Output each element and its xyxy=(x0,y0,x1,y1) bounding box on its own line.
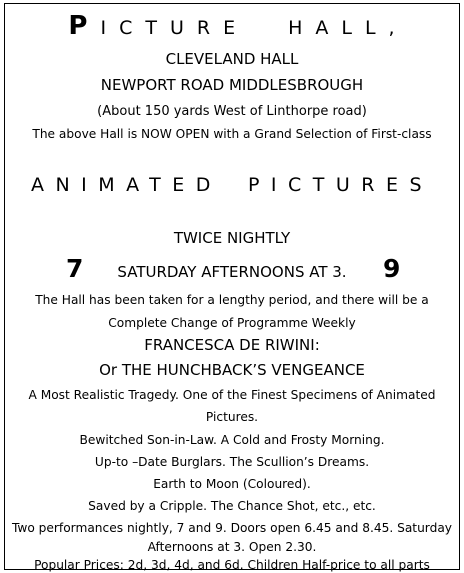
showtime-nine: 9 xyxy=(383,254,401,283)
poster-title xyxy=(5,13,464,39)
feature-description-1: A Most Realistic Tragedy. One of the Finest Specimens of Animated xyxy=(28,388,436,402)
showtime-seven: 7 xyxy=(66,254,84,283)
title-word-picture-rest: ICTURE xyxy=(100,17,249,39)
twice-nightly: TWICE NIGHTLY xyxy=(173,229,291,247)
lease-line-1: The Hall has been taken for a lengthy period, and there will be a xyxy=(35,293,429,307)
programme-line-2: Up-to –Date Burglars. The Scullion’s Dreams. xyxy=(94,455,370,469)
programme-line-1: Bewitched Son-in-Law. A Cold and Frosty Morning. xyxy=(79,433,385,447)
programme-line-3: Earth to Moon (Coloured). xyxy=(153,477,311,491)
feature-title: FRANCESCA DE RIWINI: xyxy=(144,336,320,354)
programme-line-4: Saved by a Cripple. The Chance Shot, etc., etc. xyxy=(88,499,376,513)
poster xyxy=(4,3,460,570)
location-note: (About 150 yards West of Linthorpe road) xyxy=(97,104,367,119)
performances-line-2: Afternoons at 3. Open 2.30. xyxy=(147,540,317,554)
pictures-word: PICTURES xyxy=(247,174,434,196)
prices-line: Popular Prices: 2d, 3d, 4d, and 6d. Children Half-price to all parts xyxy=(34,558,430,572)
showtimes-row xyxy=(5,256,459,286)
performances-line-1: Two performances nightly, 7 and 9. Doors open 6.45 and 8.45. Saturday xyxy=(11,521,453,535)
title-word-hall: HALL, xyxy=(288,17,408,39)
title-initial: P xyxy=(68,11,101,41)
feature-subtitle: Or THE HUNCHBACK’S VENGEANCE xyxy=(99,361,365,379)
feature-description-2: Pictures. xyxy=(205,410,259,424)
venue-address: NEWPORT ROAD MIDDLESBROUGH xyxy=(100,76,364,94)
lease-line-2: Complete Change of Programme Weekly xyxy=(108,316,356,330)
venue-name: CLEVELAND HALL xyxy=(165,50,299,68)
saturday-afternoons: SATURDAY AFTERNOONS AT 3. xyxy=(117,263,347,281)
animated-word: ANIMATED xyxy=(30,174,222,196)
announcement: The above Hall is NOW OPEN with a Grand Selection of First-class xyxy=(32,127,432,141)
animated-pictures-heading xyxy=(5,176,459,195)
